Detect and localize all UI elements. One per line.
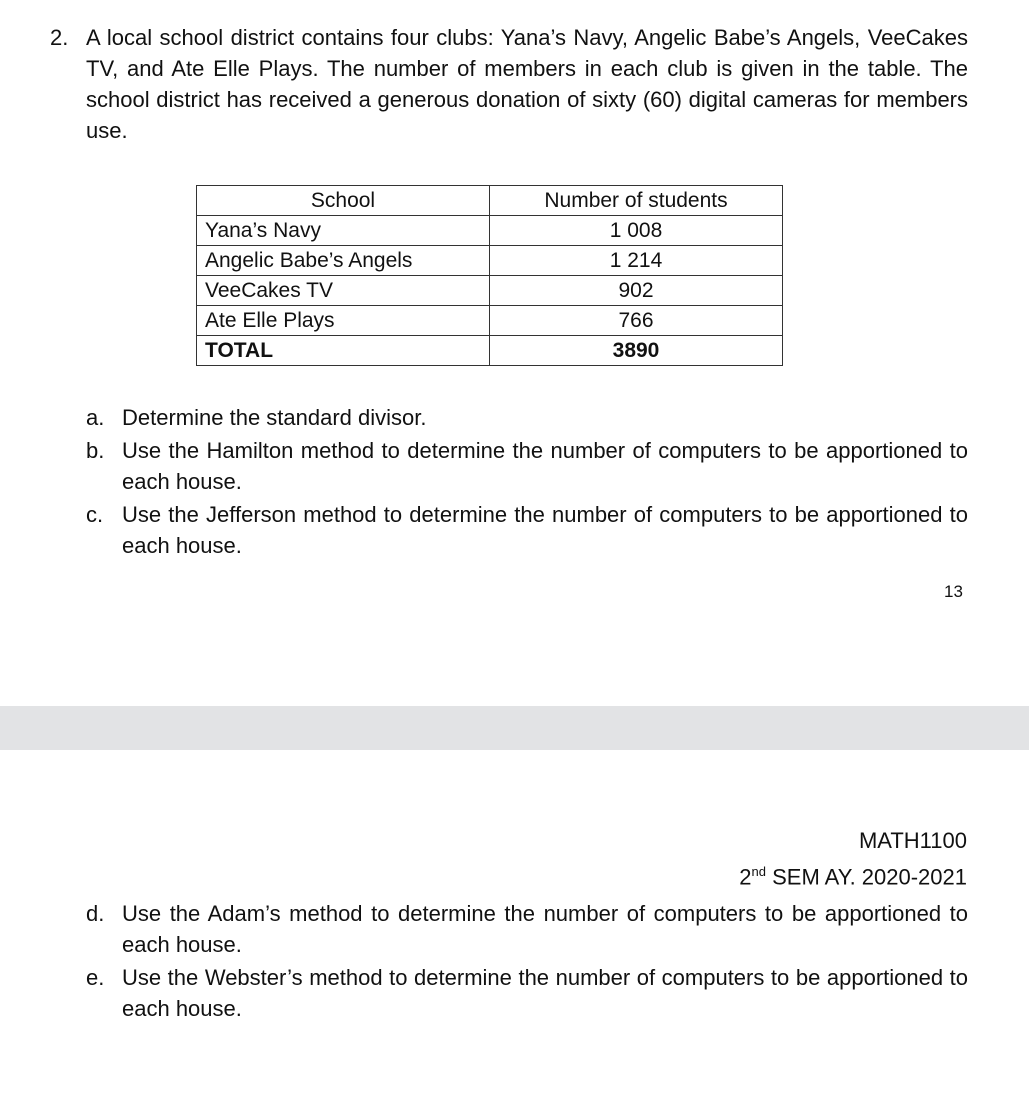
problem-number: 2. (50, 25, 69, 50)
question-item (86, 499, 968, 561)
student-count: 902 (490, 276, 783, 306)
student-count: 1 008 (490, 216, 783, 246)
question-item (86, 898, 968, 960)
semester-rest: SEM AY. 2020-2021 (766, 864, 967, 890)
school-name: Angelic Babe’s Angels (197, 246, 490, 276)
table-header-row (197, 186, 783, 216)
question-text: Use the Hamilton method to determine the number of computers to be apportioned to each house. (122, 438, 968, 494)
question-item (86, 435, 968, 497)
club-members-table (196, 185, 783, 366)
question-letter: d. (86, 901, 105, 926)
header-number-of-students: Number of students (490, 186, 783, 216)
school-name: VeeCakes TV (197, 276, 490, 306)
question-letter: e. (86, 965, 105, 990)
header-school: School (197, 186, 490, 216)
question-text: Use the Webster’s method to determine the number of computers to be apportioned to each house. (122, 965, 968, 1021)
table-row (197, 306, 783, 336)
question-letter: a. (86, 405, 105, 430)
question-list-page2 (86, 898, 968, 1026)
course-code: MATH1100 (858, 828, 967, 853)
school-name: Yana’s Navy (197, 216, 490, 246)
question-letter: c. (86, 502, 104, 527)
page-separator (0, 706, 1029, 750)
table-row (197, 246, 783, 276)
total-label: TOTAL (197, 336, 490, 366)
total-value: 3890 (490, 336, 783, 366)
table-row (197, 216, 783, 246)
student-count: 1 214 (490, 246, 783, 276)
student-count: 766 (490, 306, 783, 336)
question-item (86, 962, 968, 1024)
semester-number: 2 (739, 864, 752, 890)
question-list-page1 (86, 402, 968, 563)
course-header (739, 825, 967, 892)
question-item (86, 402, 968, 433)
school-name: Ate Elle Plays (197, 306, 490, 336)
problem-text: A local school district contains four clubs: Yana’s Navy, Angelic Babe’s Angels, VeeCakes TV, and Ate Elle Plays. The number of members in each club is given in the table. The school district has received a generous donation of sixty (60) digital cameras for members use. (86, 25, 968, 143)
question-letter: b. (86, 438, 105, 463)
page-number: 13 (944, 582, 963, 601)
table-total-row (197, 336, 783, 366)
question-text: Determine the standard divisor. (122, 405, 427, 430)
semester-line (739, 856, 967, 892)
question-text: Use the Adam’s method to determine the number of computers to be apportioned to each house. (122, 901, 968, 957)
question-text: Use the Jefferson method to determine the number of computers to be apportioned to each house. (122, 502, 968, 558)
table-row (197, 276, 783, 306)
problem-statement (50, 22, 968, 146)
semester-suffix: nd (751, 864, 766, 879)
